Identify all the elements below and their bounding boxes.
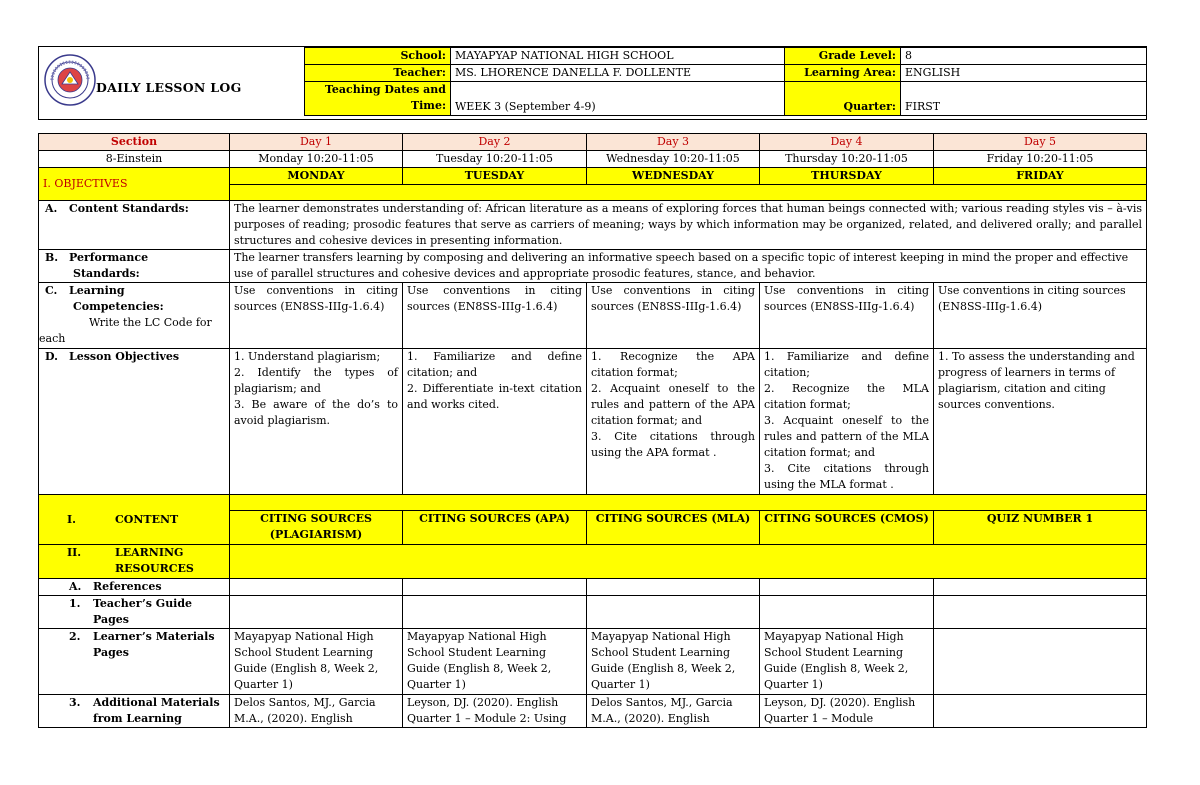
learners-materials-day-1: Mayapyap National High School Student Learning Guide (English 8, Week 2, Quarter 1): [230, 629, 403, 695]
quarter-label: Quarter:: [785, 82, 901, 116]
references-letter: A.: [69, 580, 82, 593]
additional-materials-day-3: Delos Santos, MJ., Garcia M.A., (2020). English: [587, 695, 760, 728]
content-heading-num: I.: [67, 512, 76, 526]
additional-materials-day-5: [934, 695, 1147, 728]
teachers-guide-title-2: Pages: [93, 613, 129, 626]
lesson-objectives-day-3: [587, 349, 760, 495]
weekday-wednesday: WEDNESDAY: [587, 168, 760, 185]
learners-materials-title-1: Learner’s Materials: [93, 630, 215, 643]
day-header-3: Day 3: [587, 134, 760, 151]
learners-materials-day-5: [934, 629, 1147, 695]
lesson-objectives-day-5: [934, 349, 1147, 495]
learning-competencies-letter: C.: [45, 284, 58, 297]
objective-item: 1. Recognize the APA citation format;: [591, 350, 755, 379]
lc-code-note-1: Write the LC Code for: [89, 316, 212, 329]
references-day-2: [403, 579, 587, 596]
section-value: 8-Einstein: [39, 151, 230, 168]
learners-materials-day-4: Mayapyap National High School Student Learning Guide (English 8, Week 2, Quarter 1): [760, 629, 934, 695]
competency-day-2: Use conventions in citing sources (EN8SS-IIIg-1.6.4): [403, 283, 587, 349]
section-header: Section: [39, 134, 230, 151]
grade-level-value: 8: [901, 48, 1147, 65]
deped-seal-logo: [44, 54, 96, 106]
content-standards-label: [39, 201, 230, 250]
lesson-objectives-label: [39, 349, 230, 495]
teaching-dates-label-line1: Teaching Dates and: [324, 83, 446, 96]
references-day-1: [230, 579, 403, 596]
references-title: References: [93, 580, 162, 593]
learning-area-label: Learning Area:: [785, 65, 901, 82]
lesson-objectives-letter: D.: [45, 350, 58, 363]
lesson-objectives-day-1: [230, 349, 403, 495]
day-header-5: Day 5: [934, 134, 1147, 151]
teaching-dates-label: [305, 82, 451, 116]
objective-item: 1. To assess the understanding and progress of learners in terms of plagiarism, citation and citing sources conventions.: [938, 350, 1135, 411]
additional-materials-title-1: Additional Materials: [93, 696, 220, 709]
teaching-dates-value: WEEK 3 (September 4-9): [451, 82, 785, 116]
learners-materials-num: 2.: [69, 630, 81, 643]
weekday-thursday: THURSDAY: [760, 168, 934, 185]
references-label: [39, 579, 230, 596]
content-spacer: [230, 495, 1147, 511]
references-day-5: [934, 579, 1147, 596]
objective-item: 3. Cite citations through using the MLA format .: [764, 462, 929, 491]
time-day-4: Thursday 10:20-11:05: [760, 151, 934, 168]
quarter-value: FIRST: [901, 82, 1147, 116]
content-day-3: CITING SOURCES (MLA): [587, 511, 760, 545]
teacher-label: Teacher:: [305, 65, 451, 82]
content-heading-label: CONTENT: [115, 512, 179, 526]
content-day-1: CITING SOURCES (PLAGIARISM): [230, 511, 403, 545]
performance-standards-letter: B.: [45, 251, 59, 264]
competency-day-1: Use conventions in citing sources (EN8SS-IIIg-1.6.4): [230, 283, 403, 349]
references-day-4: [760, 579, 934, 596]
learning-area-value: ENGLISH: [901, 65, 1147, 82]
performance-standards-title-1: Performance: [69, 251, 149, 264]
teachers-guide-day-2: [403, 596, 587, 629]
teachers-guide-label: [39, 596, 230, 629]
learners-materials-day-2: Mayapyap National High School Student Learning Guide (English 8, Week 2, Quarter 1): [403, 629, 587, 695]
content-standards-letter: A.: [45, 202, 58, 215]
additional-materials-day-2: Leyson, DJ. (2020). English Quarter 1 – Module 2: Using: [403, 695, 587, 728]
learning-competencies-label: [39, 283, 230, 349]
lesson-objectives-day-2: [403, 349, 587, 495]
learners-materials-label: [39, 629, 230, 695]
objectives-spacer: [230, 185, 1147, 201]
grade-level-label: Grade Level:: [785, 48, 901, 65]
day-header-4: Day 4: [760, 134, 934, 151]
content-day-5: QUIZ NUMBER 1: [934, 511, 1147, 545]
additional-materials-num: 3.: [69, 696, 81, 709]
learners-materials-day-3: Mayapyap National High School Student Learning Guide (English 8, Week 2, Quarter 1): [587, 629, 760, 695]
objective-item: 1. Understand plagiarism;: [234, 350, 381, 363]
learning-resources-label-1: LEARNING: [115, 546, 184, 559]
time-day-3: Wednesday 10:20-11:05: [587, 151, 760, 168]
content-day-4: CITING SOURCES (CMOS): [760, 511, 934, 545]
content-heading: [39, 495, 230, 545]
objective-item: 2. Differentiate in-text citation and works cited.: [407, 382, 582, 411]
learning-resources-num: II.: [67, 546, 82, 559]
learning-resources-spacer: [230, 545, 1147, 579]
teachers-guide-day-5: [934, 596, 1147, 629]
additional-materials-title-2: from Learning: [93, 712, 182, 725]
school-value: MAYAPYAP NATIONAL HIGH SCHOOL: [451, 48, 785, 65]
document-title: DAILY LESSON LOG: [96, 80, 242, 95]
time-day-5: Friday 10:20-11:05: [934, 151, 1147, 168]
content-standards-title: Content Standards:: [69, 202, 189, 215]
teachers-guide-title-1: Teacher’s Guide: [93, 597, 193, 610]
day-header-1: Day 1: [230, 134, 403, 151]
time-day-1: Monday 10:20-11:05: [230, 151, 403, 168]
objective-item: 2. Identify the types of plagiarism; and: [234, 366, 398, 395]
objective-item: 3. Cite citations through using the APA format .: [591, 430, 755, 459]
references-day-3: [587, 579, 760, 596]
teachers-guide-day-3: [587, 596, 760, 629]
performance-standards-label: [39, 250, 230, 283]
learners-materials-title-2: Pages: [93, 646, 129, 659]
performance-standards-title-2: Standards:: [73, 267, 140, 280]
teachers-guide-day-1: [230, 596, 403, 629]
objective-item: 1. Familiarize and define citation; and: [407, 350, 582, 379]
teachers-guide-num: 1.: [69, 597, 81, 610]
objective-item: 3. Acquaint oneself to the rules and pattern of the MLA citation format; and: [764, 414, 929, 459]
competency-day-5: Use conventions in citing sources (EN8SS-IIIg-1.6.4): [934, 283, 1147, 349]
teachers-guide-day-4: [760, 596, 934, 629]
objective-item: 1. Familiarize and define citation;: [764, 350, 929, 379]
learning-competencies-title-2: Competencies:: [73, 300, 164, 313]
competency-day-4: Use conventions in citing sources (EN8SS-IIIg-1.6.4): [760, 283, 934, 349]
weekday-monday: MONDAY: [230, 168, 403, 185]
lesson-objectives-title: Lesson Objectives: [69, 350, 180, 363]
learning-resources-heading: [39, 545, 230, 579]
weekday-friday: FRIDAY: [934, 168, 1147, 185]
additional-materials-label: [39, 695, 230, 728]
learning-resources-label-2: RESOURCES: [115, 562, 194, 575]
performance-standards-text: The learner transfers learning by composing and delivering an informative speech based on a specific topic of interest keeping in mind the proper and effective use of parallel structures and cohesive devices and appropriate prosodic features, stance, and behavior.: [230, 250, 1147, 283]
objectives-heading: I. OBJECTIVES: [39, 168, 230, 201]
objective-item: 2. Acquaint oneself to the rules and pattern of the APA citation format; and: [591, 382, 755, 427]
time-day-2: Tuesday 10:20-11:05: [403, 151, 587, 168]
teacher-value: MS. LHORENCE DANELLA F. DOLLENTE: [451, 65, 785, 82]
objective-item: 2. Recognize the MLA citation format;: [764, 382, 929, 411]
lesson-log-table: [38, 133, 1147, 728]
day-header-2: Day 2: [403, 134, 587, 151]
additional-materials-day-1: Delos Santos, MJ., Garcia M.A., (2020). English: [230, 695, 403, 728]
learning-competencies-title-1: Learning: [69, 284, 125, 297]
additional-materials-day-4: Leyson, DJ. (2020). English Quarter 1 – Module: [760, 695, 934, 728]
header-info-table: [304, 47, 1147, 116]
school-label: School:: [305, 48, 451, 65]
competency-day-3: Use conventions in citing sources (EN8SS-IIIg-1.6.4): [587, 283, 760, 349]
lc-code-note-2: each: [39, 332, 66, 345]
content-day-2: CITING SOURCES (APA): [403, 511, 587, 545]
weekday-tuesday: TUESDAY: [403, 168, 587, 185]
lesson-objectives-day-4: [760, 349, 934, 495]
objective-item: 3. Be aware of the do’s to avoid plagiarism.: [234, 398, 398, 427]
content-standards-text: The learner demonstrates understanding of: African literature as a means of exploring forces that human beings connected with; various reading styles vis – à-vis purposes of reading; prosodic features that serve as carriers of meaning; ways by which information may be organized, related, and delivered orally; and parallel structures and cohesive devices in presenting information.: [230, 201, 1147, 250]
teaching-dates-label-line2: Time:: [410, 99, 446, 112]
